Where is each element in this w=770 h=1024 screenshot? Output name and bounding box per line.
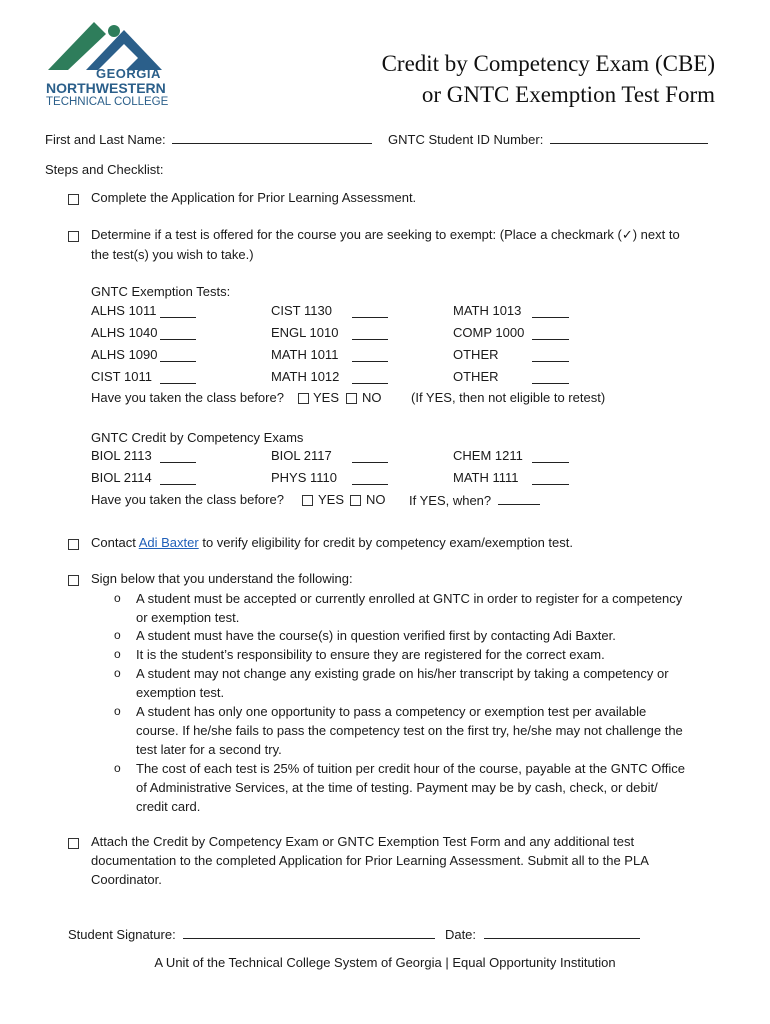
exemption-test-label: MATH 1013 bbox=[453, 303, 522, 318]
exemption-test-label: CIST 1130 bbox=[271, 303, 332, 318]
cbe-heading: GNTC Credit by Competency Exams bbox=[91, 430, 304, 445]
exemption-test-checkline[interactable] bbox=[532, 348, 569, 362]
exemption-test-checkline[interactable] bbox=[532, 304, 569, 318]
cbe-test-label: BIOL 2114 bbox=[91, 470, 152, 485]
exemption-test-checkline[interactable] bbox=[532, 326, 569, 340]
exemption-test-checkline[interactable] bbox=[352, 326, 388, 340]
date-label: Date: bbox=[444, 927, 477, 942]
exemption-test-checkline[interactable] bbox=[352, 304, 388, 318]
student-id-field[interactable] bbox=[550, 131, 708, 144]
exemption-test-label: OTHER bbox=[453, 369, 499, 384]
exemption-test-label: CIST 1011 bbox=[91, 369, 152, 384]
form-title-line1: Credit by Competency Exam (CBE) bbox=[381, 51, 715, 76]
step1-checkbox[interactable] bbox=[68, 194, 79, 205]
student-id-label: GNTC Student ID Number: bbox=[388, 131, 708, 147]
step5-text-line1: Attach the Credit by Competency Exam or GNTC Exemption Test Form and any additional test bbox=[91, 834, 635, 849]
exemption-test-label: MATH 1011 bbox=[271, 347, 339, 362]
step2-checkbox[interactable] bbox=[68, 231, 79, 242]
exemption-test-checkline[interactable] bbox=[160, 326, 196, 340]
exemption-test-checkline[interactable] bbox=[352, 348, 388, 362]
exemption-note: (If YES, then not eligible to retest) bbox=[411, 390, 606, 405]
cbe-test-label: BIOL 2113 bbox=[91, 448, 152, 463]
signature-row bbox=[68, 926, 640, 942]
name-field-label: First and Last Name: bbox=[45, 131, 372, 147]
student-signature-label: Student Signature: bbox=[68, 927, 176, 942]
step3-text: Contact Adi Baxter to verify eligibility for credit by competency exam/exemption test. bbox=[91, 535, 573, 550]
understanding-item-line: of Administrative Services, at the time of testing. Payment may be by cash, check, or debit/ bbox=[136, 780, 658, 795]
exemption-test-label: COMP 1000 bbox=[453, 325, 525, 340]
understanding-item-line: or exemption test. bbox=[136, 610, 240, 625]
exemption-test-checkline[interactable] bbox=[532, 370, 569, 384]
exemption-no-checkbox[interactable] bbox=[346, 393, 357, 404]
cbe-no-label: NO bbox=[366, 492, 386, 507]
understanding-item-line: exemption test. bbox=[136, 685, 225, 700]
name-field[interactable] bbox=[172, 131, 372, 144]
bullet-icon: o bbox=[114, 647, 121, 661]
cbe-test-label: MATH 1111 bbox=[453, 470, 519, 485]
understanding-item-line: test later for a second try. bbox=[136, 742, 282, 757]
steps-heading: Steps and Checklist: bbox=[45, 162, 164, 177]
cbe-question: Have you taken the class before? bbox=[91, 492, 284, 507]
cbe-yes-checkbox[interactable] bbox=[302, 495, 313, 506]
step4-checkbox[interactable] bbox=[68, 575, 79, 586]
exemption-no-label: NO bbox=[362, 390, 382, 405]
understanding-item-line: A student has only one opportunity to pass a competency or exemption test per available bbox=[136, 704, 647, 719]
exemption-test-checkline[interactable] bbox=[160, 304, 196, 318]
understanding-item-line: A student must have the course(s) in question verified first by contacting Adi Baxter. bbox=[136, 628, 616, 643]
cbe-test-label: PHYS 1110 bbox=[271, 470, 338, 485]
exemption-question: Have you taken the class before? bbox=[91, 390, 284, 405]
understanding-item-line: credit card. bbox=[136, 799, 201, 814]
exemption-test-label: ALHS 1040 bbox=[91, 325, 158, 340]
cbe-test-label: CHEM 1211 bbox=[453, 448, 523, 463]
logo-line3: TECHNICAL COLLEGE bbox=[46, 96, 169, 108]
cbe-test-label: BIOL 2117 bbox=[271, 448, 332, 463]
bullet-icon: o bbox=[114, 628, 121, 642]
footer-text: A Unit of the Technical College System of Georgia | Equal Opportunity Institution bbox=[154, 955, 616, 970]
cbe-test-checkline[interactable] bbox=[532, 449, 569, 463]
step4-intro: Sign below that you understand the following: bbox=[91, 571, 353, 586]
cbe-yes-label: YES bbox=[318, 492, 345, 507]
understanding-item-line: A student may not change any existing grade on his/her transcript by taking a competency or bbox=[136, 666, 669, 681]
exemption-yes-label: YES bbox=[313, 390, 340, 405]
cbe-test-checkline[interactable] bbox=[532, 471, 569, 485]
exemption-yes-checkbox[interactable] bbox=[298, 393, 309, 404]
logo-mark-icon bbox=[46, 20, 166, 72]
cbe-when: If YES, when? bbox=[409, 492, 540, 508]
understanding-item-line: course. If he/she fails to pass the competency test on the first try, he/she may not challenge the bbox=[136, 723, 683, 738]
student-signature-field[interactable] bbox=[183, 926, 435, 939]
college-logo bbox=[44, 20, 174, 112]
cbe-test-checkline[interactable] bbox=[160, 471, 196, 485]
exemption-heading: GNTC Exemption Tests: bbox=[91, 284, 231, 299]
logo-line1: GEORGIA bbox=[96, 66, 161, 81]
step2-text-line2: the test(s) you wish to take.) bbox=[91, 247, 254, 262]
cbe-test-checkline[interactable] bbox=[352, 449, 388, 463]
adi-baxter-link[interactable]: Adi Baxter bbox=[138, 535, 199, 550]
exemption-test-label: OTHER bbox=[453, 347, 499, 362]
bullet-icon: o bbox=[114, 666, 121, 680]
step1-text: Complete the Application for Prior Learning Assessment. bbox=[91, 190, 417, 205]
understanding-item-line: The cost of each test is 25% of tuition per credit hour of the course, payable at the GNTC Office bbox=[136, 761, 685, 776]
exemption-test-checkline[interactable] bbox=[160, 348, 196, 362]
bullet-icon: o bbox=[114, 704, 121, 718]
bullet-icon: o bbox=[114, 591, 121, 605]
step5-checkbox[interactable] bbox=[68, 838, 79, 849]
cbe-test-checkline[interactable] bbox=[352, 471, 388, 485]
cbe-no-checkbox[interactable] bbox=[350, 495, 361, 506]
bullet-icon: o bbox=[114, 761, 121, 775]
cbe-test-checkline[interactable] bbox=[160, 449, 196, 463]
exemption-test-label: ALHS 1011 bbox=[91, 303, 157, 318]
exemption-test-label: ALHS 1090 bbox=[91, 347, 158, 362]
step5-text-line3: Coordinator. bbox=[91, 872, 162, 887]
step2-text-line1: Determine if a test is offered for the course you are seeking to exempt: (Place a checkmark (✓) next to bbox=[91, 227, 680, 242]
exemption-test-label: ENGL 1010 bbox=[271, 325, 339, 340]
exemption-test-label: MATH 1012 bbox=[271, 369, 340, 384]
logo-line2: NORTHWESTERN bbox=[46, 80, 166, 96]
form-title-line2: or GNTC Exemption Test Form bbox=[421, 82, 715, 107]
understanding-item-line: It is the student’s responsibility to ensure they are registered for the correct exam. bbox=[136, 647, 605, 662]
step3-checkbox[interactable] bbox=[68, 539, 79, 550]
cbe-when-field[interactable] bbox=[498, 492, 540, 505]
exemption-test-checkline[interactable] bbox=[352, 370, 388, 384]
understanding-item-line: A student must be accepted or currently enrolled at GNTC in order to register for a competency bbox=[136, 591, 683, 606]
exemption-test-checkline[interactable] bbox=[160, 370, 196, 384]
date-field[interactable] bbox=[484, 926, 640, 939]
step5-text-line2: documentation to the completed Application for Prior Learning Assessment. Submit all to the PLA bbox=[91, 853, 649, 868]
